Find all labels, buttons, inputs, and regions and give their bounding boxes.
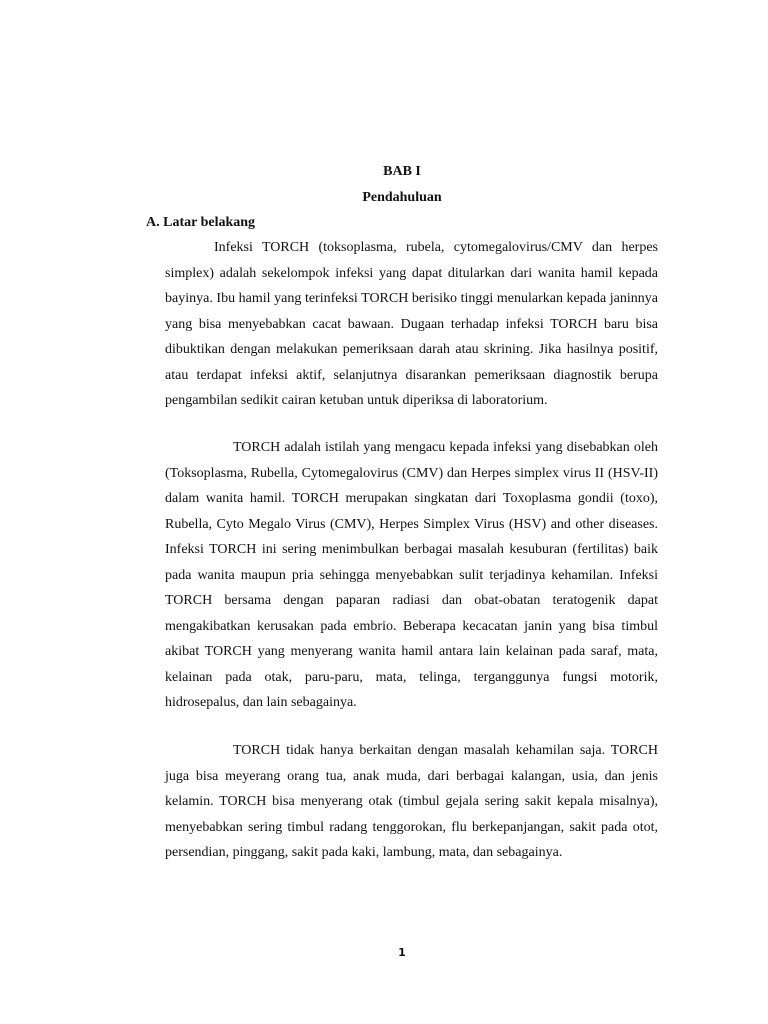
paragraph: Infeksi TORCH (toksoplasma, rubela, cytomegalovirus/CMV dan herpes simplex) adalah sekelompok infeksi yang dapat ditularkan dari wanita hamil kepada bayinya. Ibu hamil yang terinfeksi TORCH berisiko tinggi menularkan kepada janinnya yang bisa menyebabkan cacat bawaan. Dugaan terhadap infeksi TORCH baru bisa dibuktikan dengan melakukan pemeriksaan darah atau skrining. Jika hasilnya positif, atau terdapat infeksi aktif, selanjutnya disarankan pemeriksaan diagnostik berupa pengambilan sedikit cairan ketuban untuk diperiksa di laboratorium. [165, 240, 658, 408]
page-number: 1 [398, 946, 406, 959]
section-heading: A. Latar belakang [146, 215, 256, 230]
chapter-title: Pendahuluan [362, 190, 442, 205]
paragraph: TORCH tidak hanya berkaitan dengan masalah kehamilan saja. TORCH juga bisa meyerang orang tua, anak muda, dari berbagai kalangan, usia, dan jenis kelamin. TORCH bisa menyerang otak (timbul gejala sering sakit kepala misalnya), menyebabkan sering timbul radang tenggorokan, flu berkepanjangan, sakit pada otot, persendian, pinggang, sakit pada kaki, lambung, mata, dan sebagainya. [165, 743, 658, 860]
paragraph: TORCH adalah istilah yang mengacu kepada infeksi yang disebabkan oleh (Toksoplasma, Rubella, Cytomegalovirus (CMV) dan Herpes simplex virus II (HSV-II) dalam wanita hamil. TORCH merupakan singkatan dari Toxoplasma gondii (toxo), Rubella, Cyto Megalo Virus (CMV), Herpes Simplex Virus (HSV) and other diseases. Infeksi TORCH ini sering menimbulkan berbagai masalah kesuburan (fertilitas) baik pada wanita maupun pria sehingga menyebabkan sulit terjadinya kehamilan. Infeksi TORCH bersama dengan paparan radiasi dan obat-obatan teratogenik dapat mengakibatkan kerusakan pada embrio. Beberapa kecacatan janin yang bisa timbul akibat TORCH yang menyerang wanita hamil antara lain kelainan pada saraf, mata, kelainan pada otak, paru-paru, mata, telinga, terganggunya fungsi motorik, hidrosepalus, dan lain sebagainya. [165, 440, 658, 710]
chapter-number: BAB I [383, 164, 421, 179]
